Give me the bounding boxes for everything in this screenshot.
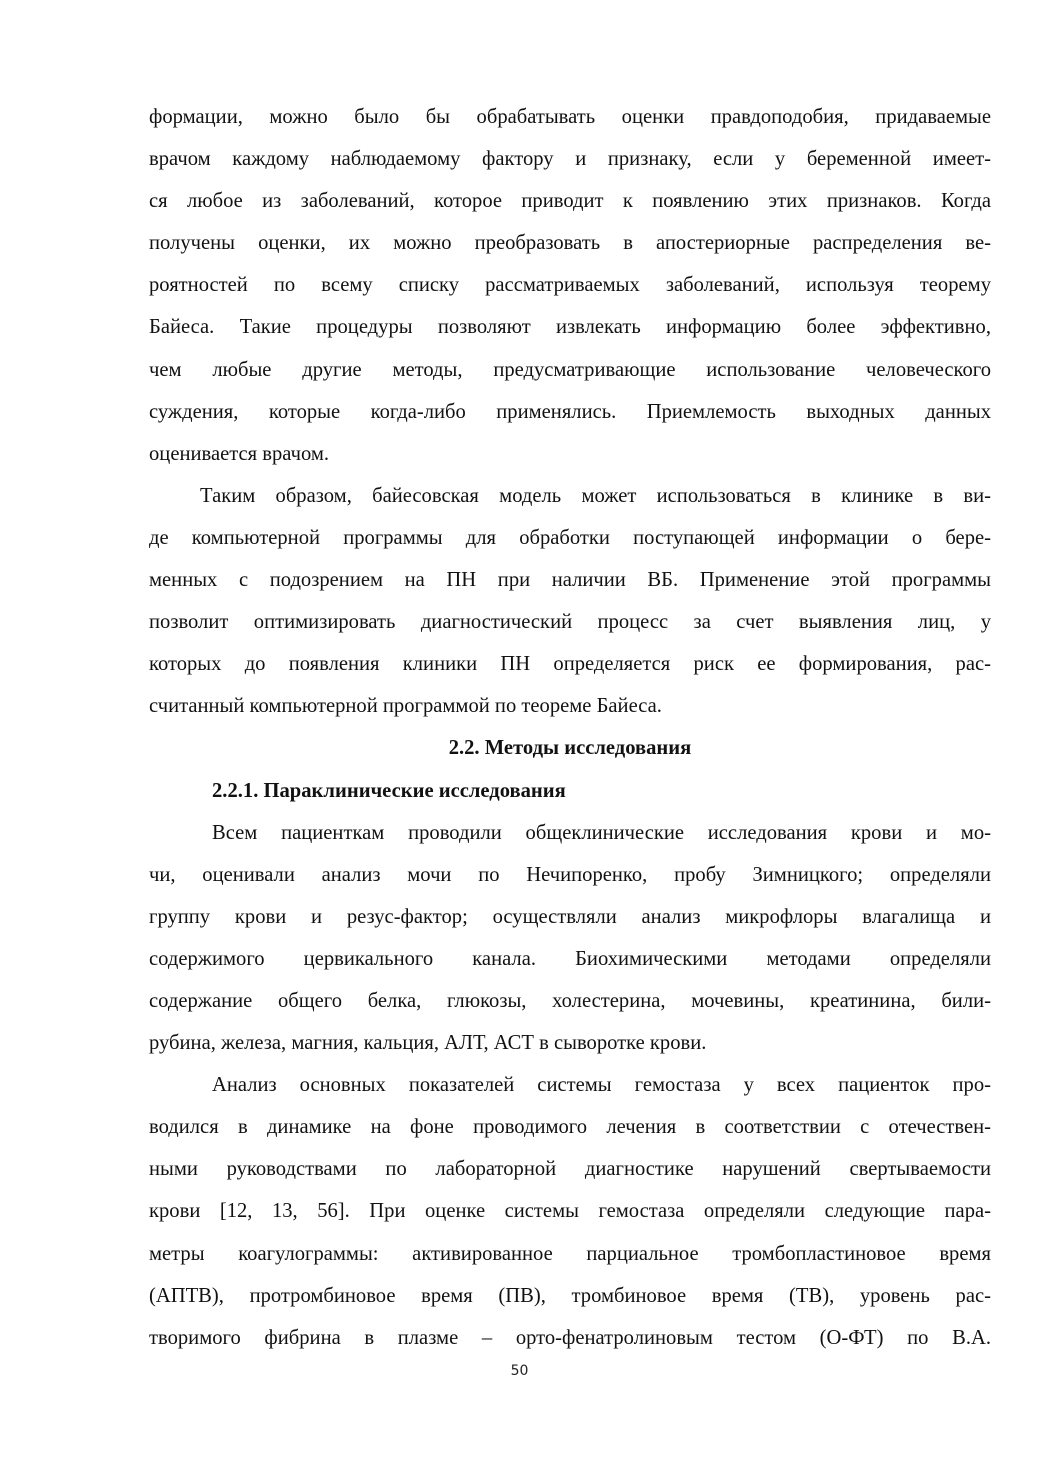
text-line: получены оценки, их можно преобразовать в апостериорные распределения ве- [149, 232, 991, 255]
text-line: Анализ основных показателей системы гемостаза у всех пациенток про- [212, 1074, 991, 1097]
text-line: суждения, которые когда-либо применялись. Приемлемость выходных данных [149, 400, 991, 423]
text-line: (АПТВ), протромбиновое время (ПВ), тромбиновое время (ТВ), уровень рас- [149, 1284, 991, 1307]
text-line: метры коагулограммы: активированное парциальное тромбопластиновое время [149, 1242, 991, 1265]
text-line: ными руководствами по лабораторной диагностике нарушений свертываемости [149, 1158, 991, 1181]
text-line: Таким образом, байесовская модель может использоваться в клинике в ви- [200, 484, 991, 507]
text-line: де компьютерной программы для обработки поступающей информации о бере- [149, 526, 991, 549]
text-line: роятностей по всему списку рассматриваемых заболеваний, используя теорему [149, 274, 991, 297]
subsection-heading: 2.2.1. Параклинические исследования [212, 779, 566, 802]
body-text [149, 96, 991, 1359]
text-line: чи, оценивали анализ мочи по Нечипоренко, пробу Зимницкого; определяли [149, 863, 991, 886]
text-line: врачом каждому наблюдаемому фактору и признаку, если у беременной имеет- [149, 148, 991, 171]
text-line: водился в динамике на фоне проводимого лечения в соответствии с отечествен- [149, 1116, 991, 1139]
text-line: ся любое из заболеваний, которое приводит к появлению этих признаков. Когда [149, 190, 991, 213]
text-line: менных с подозрением на ПН при наличии ВБ. Применение этой программы [149, 569, 991, 592]
text-line: Всем пациенткам проводили общеклинические исследования крови и мо- [212, 821, 991, 844]
text-line: формации, можно было бы обрабатывать оценки правдоподобия, придаваемые [149, 106, 991, 128]
section-heading: 2.2. Методы исследования [448, 737, 692, 760]
text-line: Байеса. Такие процедуры позволяют извлекать информацию более эффективно, [149, 316, 991, 339]
text-line: крови [12, 13, 56]. При оценке системы гемостаза определяли следующие пара- [149, 1200, 991, 1223]
text-line: содержимого цервикального канала. Биохимическими методами определяли [149, 947, 991, 970]
text-line: которых до появления клиники ПН определяется риск ее формирования, рас- [149, 653, 991, 676]
text-line: позволит оптимизировать диагностический процесс за счет выявления лиц, у [149, 611, 991, 634]
text-line: содержание общего белка, глюкозы, холестерина, мочевины, креатинина, били- [149, 989, 991, 1012]
text-line: группу крови и резус-фактор; осуществляли анализ микрофлоры влагалища и [149, 905, 991, 928]
text-line: считанный компьютерной программой по теореме Байеса. [149, 695, 662, 718]
text-line: рубина, железа, магния, кальция, АЛТ, АСТ в сыворотке крови. [149, 1032, 707, 1055]
page-number: 50 [510, 1363, 529, 1379]
text-line: творимого фибрина в плазме – орто-фенатролиновым тестом (О-ФТ) по В.А. [149, 1326, 991, 1349]
text-line: оценивается врачом. [149, 442, 330, 465]
text-line: чем любые другие методы, предусматривающие использование человеческого [149, 358, 991, 381]
